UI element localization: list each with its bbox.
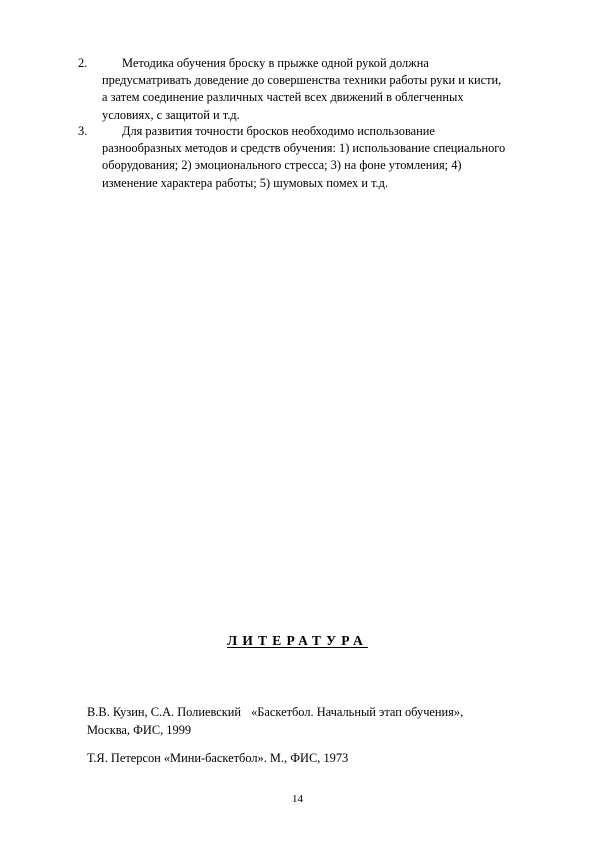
reference-authors: В.В. Кузин, С.А. Полиевский bbox=[87, 705, 242, 719]
list-item-line: изменение характера работы; 5) шумовых помех и т.д. bbox=[102, 175, 389, 190]
reference-place: Москва, ФИС, 1999 bbox=[87, 722, 192, 737]
list-item-2 bbox=[78, 55, 558, 124]
list-item-number: 3. bbox=[78, 124, 88, 138]
literature-heading: ЛИТЕРАТУРА bbox=[227, 633, 368, 648]
reference-item bbox=[87, 750, 557, 768]
list-item-line: а затем соединение различных частей всех движений в облегченных bbox=[102, 90, 464, 105]
list-item-line: Методика обучения броску в прыжке одной рукой должна bbox=[122, 56, 429, 70]
list-item-line: разнообразных методов и средств обучения: 1) использование специального bbox=[102, 141, 506, 156]
list-item-line: условиях, с защитой и т.д. bbox=[102, 107, 240, 122]
list-item-line: Для развития точности бросков необходимо использование bbox=[122, 124, 435, 138]
reference-title: «Баскетбол. Начальный этап обучения», bbox=[251, 705, 464, 719]
reference-line: Т.Я. Петерсон «Мини-баскетбол». М., ФИС, 1973 bbox=[87, 751, 349, 765]
list-item-line: оборудования; 2) эмоционального стресса; 3) на фоне утомления; 4) bbox=[102, 158, 462, 173]
list-item-number: 2. bbox=[78, 56, 88, 70]
list-item-3 bbox=[78, 123, 558, 192]
reference-item bbox=[87, 704, 557, 739]
page-number: 14 bbox=[292, 793, 303, 805]
reference-line bbox=[87, 704, 557, 722]
list-item-line: предусматривать доведение до совершенства техники работы руки и кисти, bbox=[102, 73, 502, 88]
